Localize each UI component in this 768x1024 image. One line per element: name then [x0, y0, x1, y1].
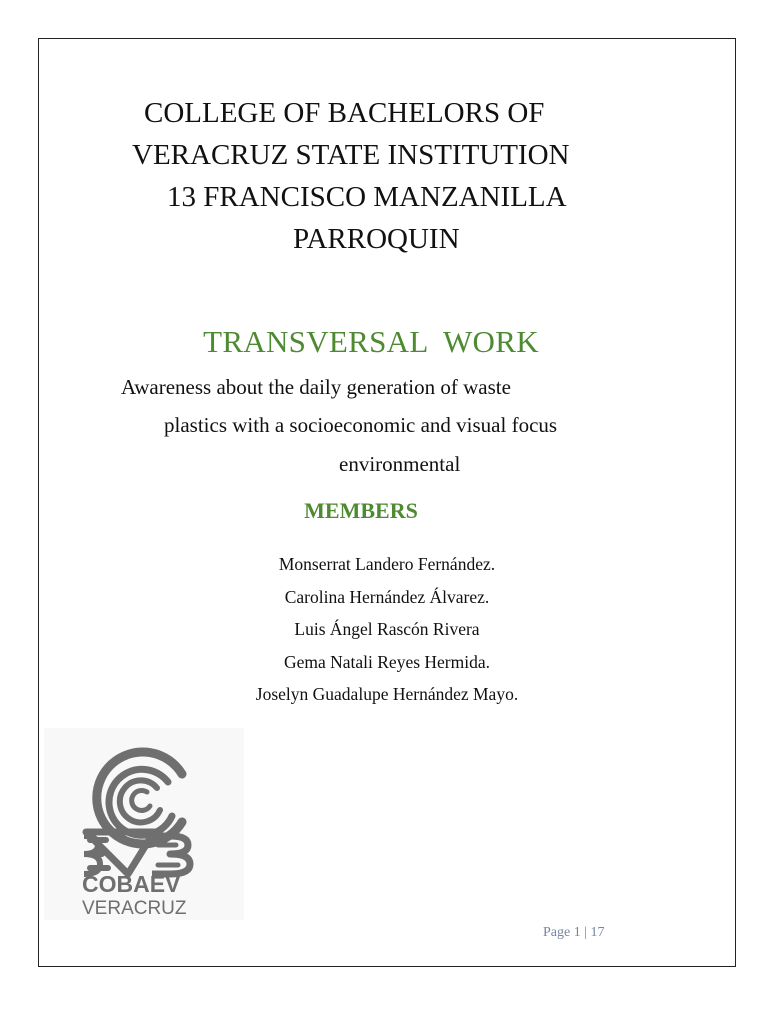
members-heading: MEMBERS	[304, 498, 418, 523]
institution-title-line: COLLEGE OF BACHELORS OF	[144, 97, 545, 129]
institution-title-line: 13 FRANCISCO MANZANILLA	[167, 181, 567, 213]
institution-title-line: PARROQUIN	[293, 223, 460, 255]
page-number-footer	[543, 924, 605, 942]
cobaev-logo	[44, 728, 244, 920]
logo-name-text: COBAEV	[82, 871, 181, 897]
institution-title-line: VERACRUZ STATE INSTITUTION	[132, 139, 570, 171]
page-total: 17	[590, 925, 605, 940]
work-subtitle-line: plastics with a socioeconomic and visual focus	[164, 413, 558, 437]
page-separator: |	[584, 925, 588, 940]
page-label: Page 1	[543, 925, 581, 940]
cobaev-logo-graphic	[44, 728, 244, 920]
member-name: Joselyn Guadalupe Hernández Mayo.	[255, 684, 519, 704]
member-name: Gema Natali Reyes Hermida.	[283, 651, 491, 672]
work-title: TRANSVERSAL WORK	[203, 324, 539, 359]
member-name: Carolina Hernández Álvarez.	[284, 586, 490, 607]
member-name: Luis Ángel Rascón Rivera	[294, 619, 480, 639]
work-subtitle-line: environmental	[339, 452, 461, 476]
members-list	[0, 548, 768, 711]
work-subtitle-line: Awareness about the daily generation of waste	[121, 375, 511, 399]
member-name: Monserrat Landero Fernández.	[278, 554, 496, 574]
logo-subtext: VERACRUZ	[82, 898, 187, 919]
